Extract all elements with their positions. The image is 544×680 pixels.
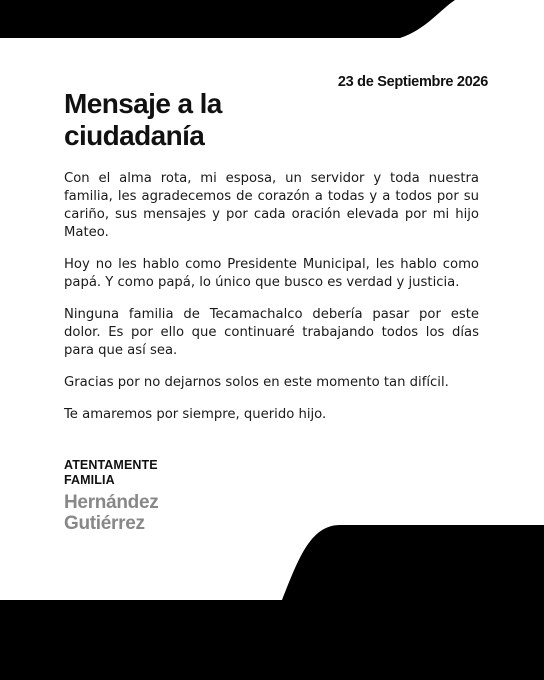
paragraph-thanks: Gracias por no dejarnos solos en este momento tan difícil. bbox=[64, 375, 449, 390]
paragraph-farewell: Te amaremos por siempre, querido hijo. bbox=[64, 407, 327, 422]
letter-date: 23 de Septiembre 2026 bbox=[337, 74, 488, 90]
letter-body bbox=[64, 170, 479, 438]
signature-surname-1: Hernández bbox=[64, 492, 159, 513]
letter-title: Mensaje a la ciudadanía bbox=[64, 88, 222, 151]
signature-family-label: FAMILIA bbox=[64, 473, 115, 487]
paragraph-gratitude: Con el alma rota, mi esposa, un servidor y toda nuestra familia, les agradecemos de corazón a todas y a todos por su cariño, sus mensajes y por cada oración elevada por mi hijo Mateo. bbox=[64, 171, 479, 240]
signature-block bbox=[64, 458, 158, 534]
signature-closing: ATENTAMENTE bbox=[64, 458, 158, 472]
bottom-black-shape bbox=[0, 525, 544, 680]
paragraph-as-father: Hoy no les hablo como Presidente Municipal, les hablo como papá. Y como papá, lo único que busco es verdad y justicia. bbox=[64, 257, 479, 290]
paragraph-commitment: Ninguna familia de Tecamachalco debería pasar por este dolor. Es por ello que continuaré trabajando todos los días para que así sea. bbox=[64, 307, 479, 358]
signature-surname-2: Gutiérrez bbox=[64, 513, 145, 534]
top-black-band bbox=[0, 0, 455, 38]
